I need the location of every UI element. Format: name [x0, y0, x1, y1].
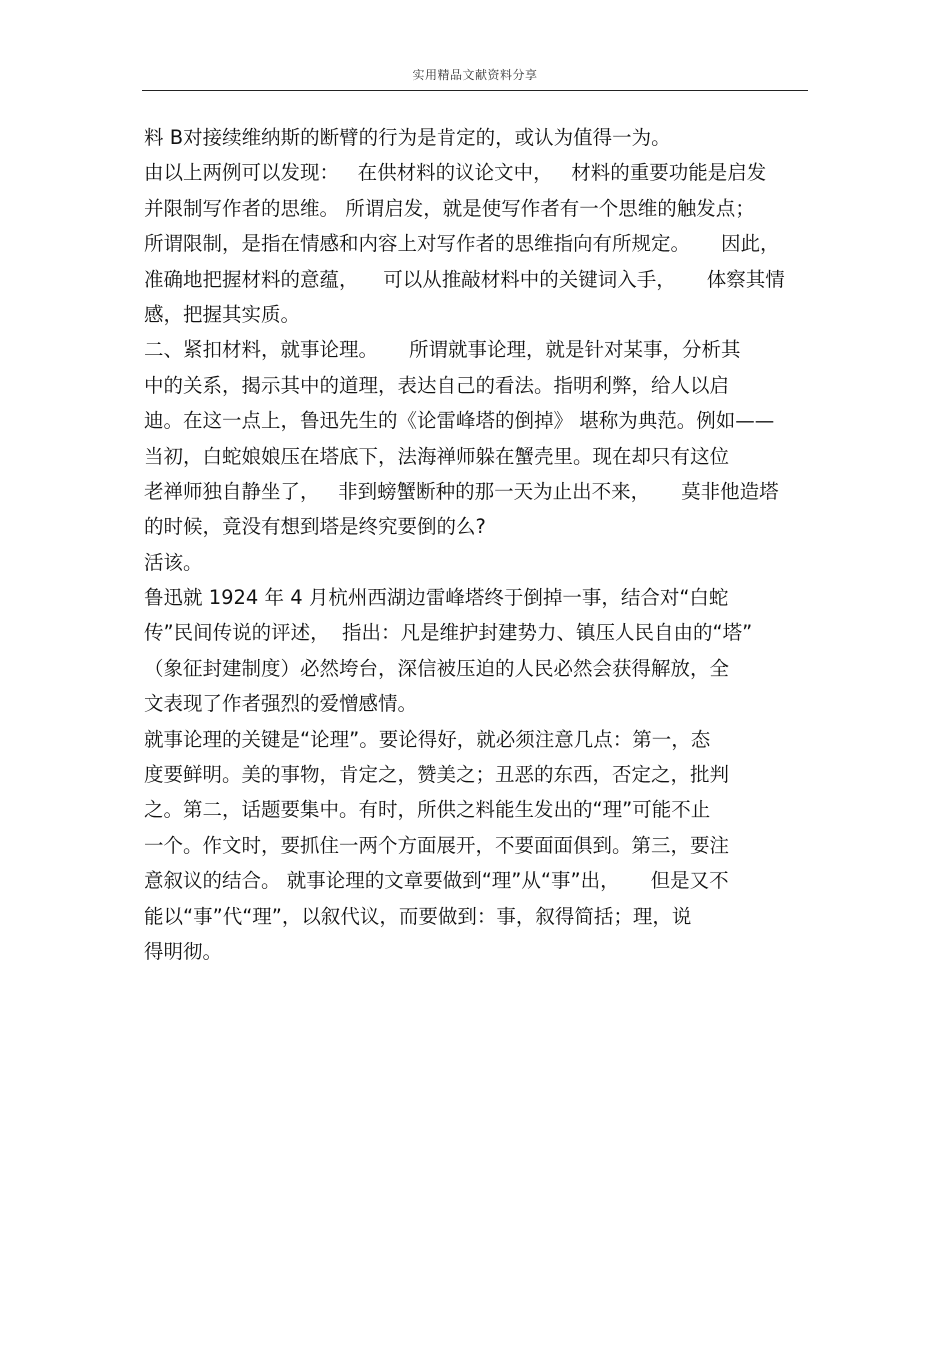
header-divider [142, 90, 808, 91]
text-line: 得明彻。 [144, 939, 223, 963]
text-line: （象征封建制度）必然垮台，深信被压迫的人民必然会获得解放，全 [144, 656, 730, 680]
text-line: 鲁迅就 1924 年 4 月杭州西湖边雷峰塔终于倒掉一事，结合对“白蛇 [144, 586, 729, 610]
text-line: 准确地把握材料的意蕴， 可以从推敲材料中的关键词入手， 体察其情 [144, 267, 785, 291]
text-line: 中的关系，揭示其中的道理，表达自己的看法。指明利弊，给人以启 [144, 373, 730, 397]
text-line: 老禅师独自静坐了， 非到螃蟹断种的那一天为止出不来， 莫非他造塔 [144, 479, 779, 503]
text-line: 意叙议的结合。 就事论理的文章要做到“理”从“事”出， 但是又不 [144, 869, 729, 893]
text-line: 活该。 [144, 550, 203, 574]
text-line: 的时候，竟没有想到塔是终究要倒的么? [144, 515, 486, 539]
text-line: 当初，白蛇娘娘压在塔底下，法海禅师躲在蟹壳里。现在却只有这位 [144, 444, 730, 468]
text-line: 料 B对接续维纳斯的断臂的行为是肯定的，或认为值得一为。 [144, 126, 671, 149]
text-line: 之。第二，话题要集中。有时，所供之料能生发出的“理”可能不止 [144, 798, 711, 822]
text-line: 由以上两例可以发现： 在供材料的议论文中， 材料的重要功能是启发 [144, 161, 767, 185]
text-line: 度要鲜明。美的事物，肯定之，赞美之；丑恶的东西，否定之，批判 [144, 763, 730, 787]
page-header: 实用精品文献资料分享 [412, 68, 538, 82]
text-line: 一个。作文时，要抓住一两个方面展开，不要面面俱到。第三，要注 [144, 833, 730, 857]
text-line: 迪。在这一点上，鲁迅先生的《论雷峰塔的倒掉》 堪称为典范。例如—— [144, 409, 775, 433]
text-line: 能以“事”代“理”，以叙代议，而要做到：事，叙得简括；理，说 [144, 904, 692, 928]
text-line: 并限制写作者的思维。 所谓启发，就是使写作者有一个思维的触发点； [144, 196, 755, 220]
text-line: 感，把握其实质。 [144, 302, 301, 326]
text-line: 所谓限制，是指在情感和内容上对写作者的思维指向有所规定。 因此， [144, 232, 780, 256]
document-body [144, 120, 808, 969]
text-line: 二、紧扣材料，就事论理。 所谓就事论理，就是针对某事，分析其 [144, 338, 741, 362]
text-line: 传”民间传说的评述， 指出：凡是维护封建势力、镇压人民自由的“塔” [144, 621, 753, 645]
text-line: 就事论理的关键是“论理”。要论得好，就必须注意几点：第一，态 [144, 727, 711, 751]
text-line: 文表现了作者强烈的爱憎感情。 [144, 692, 418, 716]
